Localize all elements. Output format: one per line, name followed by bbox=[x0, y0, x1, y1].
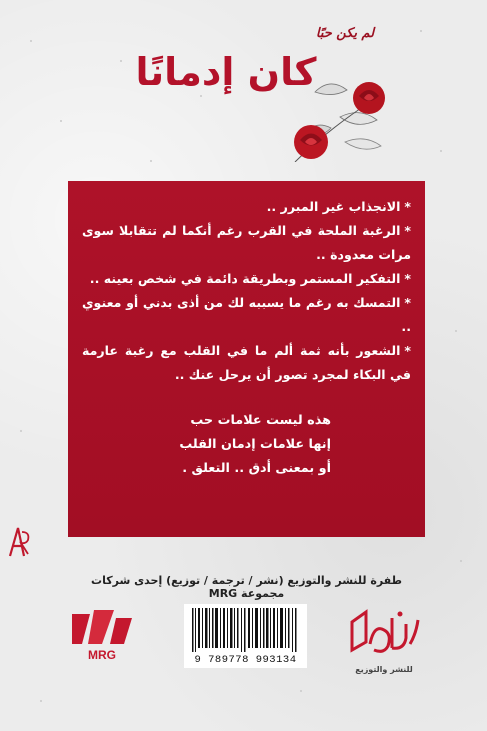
blurb-bullet: *الانجذاب غير المبرر .. bbox=[266, 199, 411, 214]
blurb-panel bbox=[68, 181, 425, 537]
roses-illustration bbox=[285, 72, 405, 162]
closing-line: هذه ليست علامات حب bbox=[190, 413, 331, 428]
designer-signature-logo bbox=[6, 522, 32, 562]
tafra-publisher-logo bbox=[344, 604, 424, 664]
isbn-barcode bbox=[184, 604, 307, 668]
blurb-bullet: *التمسك به رغم ما يسببه لك من أذى بدني أو معنوي .. bbox=[82, 295, 411, 334]
tafra-tagline: للنشر والتوزيع bbox=[355, 665, 413, 674]
publisher-line: طفرة للنشر والتوزيع (نشر / ترجمة / توزيع) إحدى شركات مجموعة MRG bbox=[91, 574, 402, 600]
blurb-bullet: *الرغبة الملحة في القرب رغم أنكما لم تتقابلا سوى مرات معدودة .. bbox=[82, 223, 411, 262]
mrg-label: MRG bbox=[88, 648, 116, 662]
blurb-bullet: *الشعور بأنه ثمة ألم ما في القلب مع رغبة عارمة في البكاء لمجرد تصور أن يرحل عنك .. bbox=[82, 343, 411, 382]
isbn-digits: 9 789778 993134 bbox=[194, 654, 297, 666]
blurb-closing bbox=[82, 409, 411, 481]
blurb-bullet: *التفكير المستمر وبطريقة دائمة في شخص بعينه .. bbox=[89, 271, 411, 286]
rose-bottom bbox=[294, 125, 328, 159]
cover-title: كان إدمانًا bbox=[135, 50, 317, 94]
closing-line: أو بمعنى أدق .. التعلق . bbox=[182, 461, 331, 476]
rose-top bbox=[353, 82, 385, 114]
cover-subtitle: لم يكن حبًا bbox=[315, 26, 375, 41]
barcode-bars bbox=[184, 604, 307, 652]
closing-line: إنها علامات إدمان القلب bbox=[179, 437, 331, 452]
